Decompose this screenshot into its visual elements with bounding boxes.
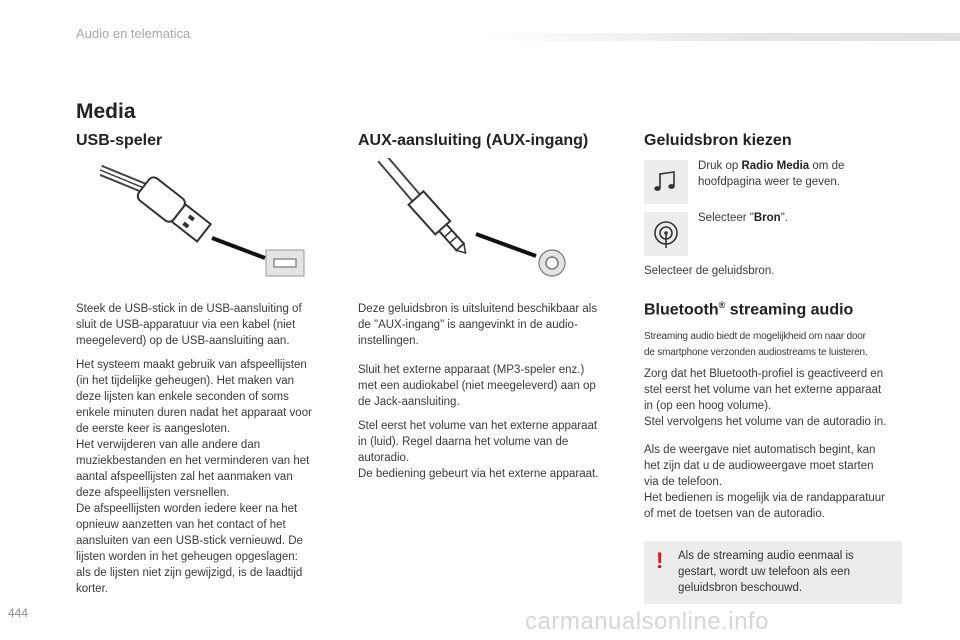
aux-paragraph-3: Stel eerst het volume van het externe apparaat in (luid). Regel daarna het volume van de autoradio. De bediening gebeurt via het externe apparaat.: [358, 420, 599, 480]
watermark: carmanualsonline.info: [525, 608, 769, 635]
source-heading: Geluidsbron kiezen: [644, 132, 792, 149]
bluetooth-paragraph-1: Zorg dat het Bluetooth-profiel is geactiveerd en stel eerst het volume van het externe apparaat in (op een hoog volume). Stel vervolgens het volume van de autoradio in.: [644, 368, 887, 428]
page-number: 444: [8, 606, 29, 620]
header-title: Audio en telematica: [76, 26, 191, 41]
bluetooth-paragraph-2: Als de weergave niet automatisch begint, kan het zijn dat u de audioweergave moet starten via de telefoon. Het bedienen is mogelijk via de randapparatuur of met de toetsen van de autoradio.: [644, 444, 886, 520]
source-step-3: Selecteer de geluidsbron.: [644, 265, 775, 277]
header-bar: [484, 33, 960, 41]
source-step-2: Selecteer "Bron".: [698, 212, 788, 224]
aux-heading: AUX-aansluiting (AUX-ingang): [358, 132, 589, 149]
usb-heading: USB-speler: [76, 132, 163, 149]
bluetooth-intro: Streaming audio biedt de mogelijkheid om naar door de smartphone verzonden audiostreams te luisteren.: [644, 331, 868, 358]
source-step-1: Druk op Radio Media om de hoofdpagina weer te geven.: [698, 160, 845, 188]
music-note-icon: [644, 160, 688, 204]
usb-plug-illustration: [100, 158, 320, 283]
page-title: Media: [76, 100, 136, 123]
usb-paragraph-2: Het systeem maakt gebruik van afspeellijsten (in het tijdelijke geheugen). Het maken van deze lijsten kan enkele seconden of soms enkele minuten duren nadat het apparaat voor de eerste keer is aangesloten. Het verwijderen van alle andere dan muziekbestanden en het verminderen van het aantal afspeellijsten zal het aanmaken van deze afspeellijsten versnellen. De afspeellijsten worden iedere keer na het opnieuw aanzetten van het contact of het aansluiten van een USB-stick vernieuwd. De lijsten worden in het geheugen opgeslagen: als de lijsten niet zijn gewijzigd, is de laadtijd korter.: [76, 359, 312, 595]
bluetooth-heading: Bluetooth® streaming audio: [644, 300, 854, 319]
aux-paragraph-1: Deze geluidsbron is uitsluitend beschikbaar als de "AUX-ingang" is aangevinkt in de audio- instellingen.: [358, 303, 598, 347]
radio-source-icon: [644, 212, 688, 256]
note-text: Als de streaming audio eenmaal is gestart, wordt uw telefoon als een geluidsbron beschouwd.: [678, 550, 854, 594]
usb-paragraph-1: Steek de USB-stick in de USB-aansluiting of sluit de USB-apparatuur via een kabel (niet meegeleverd) op de USB-aansluiting aan.: [76, 303, 302, 347]
aux-paragraph-2: Sluit het externe apparaat (MP3-speler enz.) met een audiokabel (niet meegeleverd) aan op de Jack-aansluiting.: [358, 364, 596, 408]
aux-jack-illustration: [360, 158, 580, 283]
warning-exclamation-icon: !: [656, 548, 664, 573]
